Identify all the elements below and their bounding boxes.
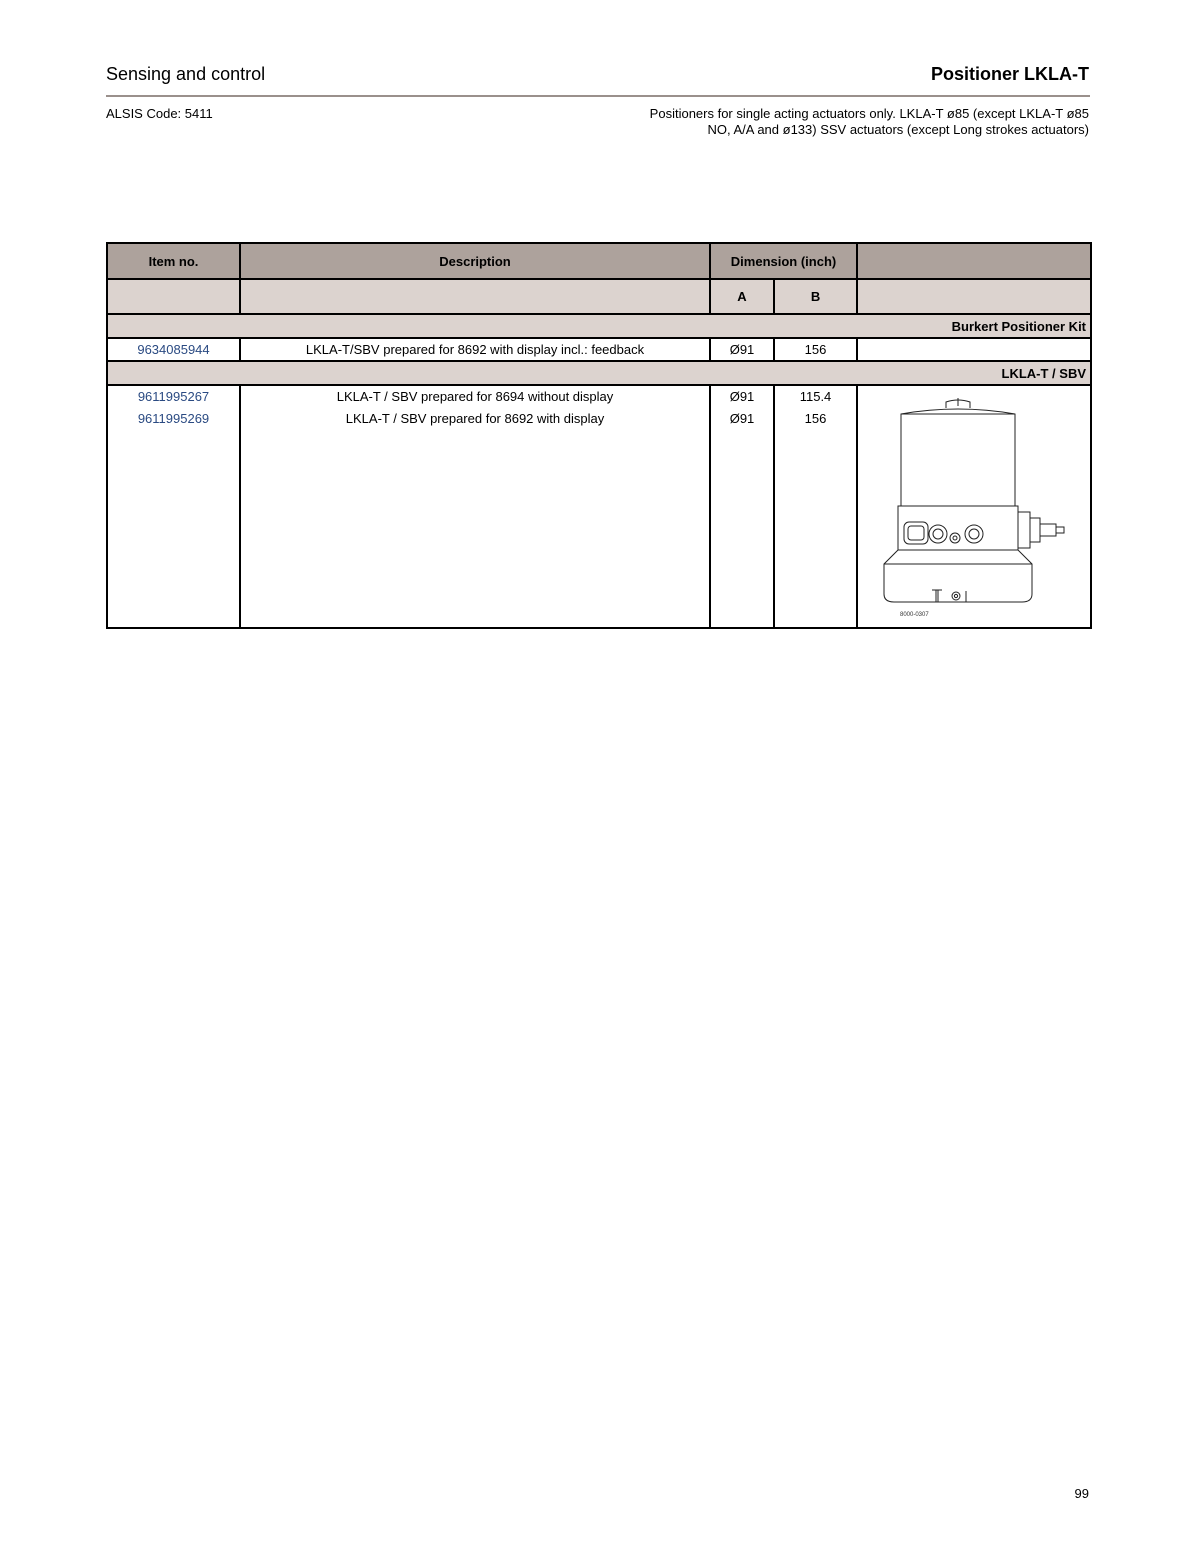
dimension-b: 115.4 (799, 389, 832, 404)
item-number[interactable]: 9611995269 (137, 411, 210, 426)
header-description: Description (240, 243, 710, 279)
group-title: LKLA-T / SBV (107, 361, 1091, 385)
subheader-empty (857, 279, 1091, 314)
description-column (240, 385, 710, 628)
parts-table (106, 242, 1090, 629)
dimension-b: 156 (774, 338, 857, 361)
positioner-figure-cell (857, 385, 1091, 628)
figure-empty (857, 338, 1091, 361)
figure-label: 8000-0307 (900, 612, 929, 618)
dimension-a: Ø91 (710, 338, 774, 361)
subheader-empty (240, 279, 710, 314)
header-rule (106, 95, 1090, 97)
dimension-a: Ø91 (729, 389, 755, 404)
note-line-2: NO, A/A and ø133) SSV actuators (except Long strokes actuators) (707, 122, 1089, 137)
applicability-note (529, 106, 1089, 138)
subheader-empty (107, 279, 240, 314)
item-description: LKLA-T / SBV prepared for 8692 with display (345, 411, 605, 426)
dimension-b-column (774, 385, 857, 628)
note-line-1: Positioners for single acting actuators only. LKLA-T ø85 (except LKLA-T ø85 (649, 106, 1089, 121)
dimension-b: 156 (804, 411, 827, 426)
group-title: Burkert Positioner Kit (107, 314, 1091, 338)
page-number: 99 (1074, 1486, 1089, 1501)
subheader-a: A (710, 279, 774, 314)
header-dimension: Dimension (inch) (710, 243, 857, 279)
dimension-a-column (710, 385, 774, 628)
item-description: LKLA-T / SBV prepared for 8694 without display (336, 389, 614, 404)
alsis-code: ALSIS Code: 5411 (106, 106, 213, 121)
dimension-a: Ø91 (729, 411, 755, 426)
item-description: LKLA-T/SBV prepared for 8692 with display incl.: feedback (240, 338, 710, 361)
item-number[interactable]: 9634085944 (107, 338, 240, 361)
item-number[interactable]: 9611995267 (137, 389, 210, 404)
positioner-drawing (858, 386, 1090, 624)
item-number-column (107, 385, 240, 628)
subheader-b: B (774, 279, 857, 314)
header-figure (857, 243, 1091, 279)
section-title: Sensing and control (106, 64, 266, 84)
header-item-no: Item no. (107, 243, 240, 279)
product-title: Positioner LKLA-T (931, 64, 1089, 84)
